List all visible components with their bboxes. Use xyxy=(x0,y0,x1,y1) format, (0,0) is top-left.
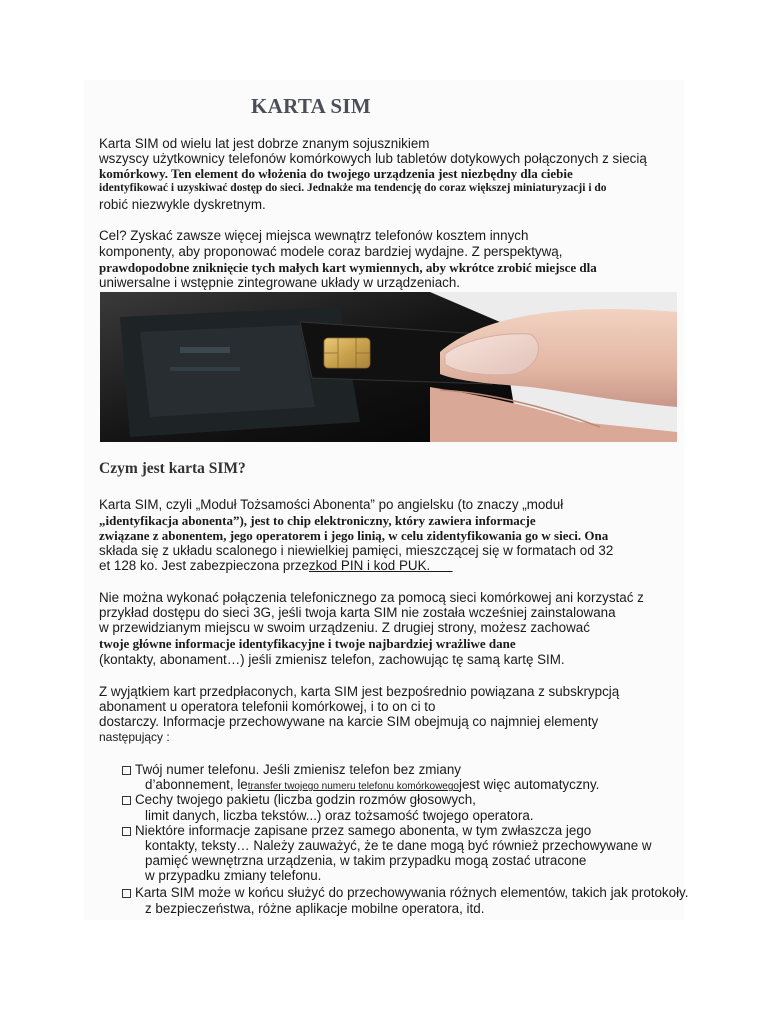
body-line: przykład dostępu do sieci 3G, jeśli twoja karta SIM nie została wcześniej zainstalowana xyxy=(99,605,616,620)
body-line: abonament u operatora telefonii komórkowej, i to on ci to xyxy=(99,699,436,714)
transfer-link[interactable]: transfer twojego numeru telefonu komórkowego xyxy=(247,781,459,792)
intro-line: robić niezwykle dyskretnym. xyxy=(99,197,266,212)
intro-line: Cel? Zyskać zawsze więcej miejsca wewnątrz telefonów kosztem innych xyxy=(99,228,529,243)
list-item-text: Twój numer telefonu. Jeśli zmienisz telefon bez zmiany xyxy=(135,762,461,777)
body-line-bold: związane z abonentem, jego operatorem i jego linią, w celu zidentyfikowania go w sieci. Ona xyxy=(99,528,609,543)
sim-card-photo xyxy=(100,292,677,442)
intro-line: Karta SIM od wielu lat jest dobrze znanym sojusznikiem xyxy=(99,136,430,151)
body-line: (kontakty, abonament…) jeśli zmienisz telefon, zachowując tę samą kartę SIM. xyxy=(99,652,565,667)
list-item-line: z bezpieczeństwa, różne aplikacje mobilne operatora, itd. xyxy=(145,901,485,916)
bullet-icon xyxy=(122,766,131,775)
list-item-text: Cechy twojego pakietu (liczba godzin rozmów głosowych, xyxy=(135,792,476,807)
body-line: składa się z układu scalonego i niewielkiej pamięci, mieszczącej się w formatach od 32 xyxy=(99,543,614,558)
body-line: w przewidzianym miejscu w swoim urządzeniu. Z drugiej strony, możesz zachować xyxy=(99,620,590,635)
list-item xyxy=(122,762,461,777)
body-line-bold: „identyfikacja abonenta”), jest to chip elektroniczny, który zawiera informacje xyxy=(99,513,536,528)
pin-puk-link[interactable]: zkod PIN i kod PUK. xyxy=(308,558,453,573)
bullet-icon xyxy=(122,827,131,836)
list-item-line: limit danych, liczba tekstów...) oraz tożsamość twojego operatora. xyxy=(145,808,534,823)
body-line xyxy=(99,558,453,573)
body-text: et 128 ko. Jest zabezpieczona prze xyxy=(99,558,309,573)
bullet-icon xyxy=(122,796,131,805)
list-item-line: w przypadku zmiany telefonu. xyxy=(145,868,322,883)
intro-line-bold: komórkowy. Ten element do włożenia do twojego urządzenia jest niezbędny dla ciebie xyxy=(99,166,573,181)
list-item-text: jest więc automatyczny. xyxy=(458,777,600,792)
intro-line-bold: identyfikować i uzyskiwać dostęp do sieci. Jednakże ma tendencję do coraz większej miniaturyzacji i do xyxy=(99,182,607,194)
intro-line-bold: prawdopodobne zniknięcie tych małych kart wymiennych, aby wkrótce zrobić miejsce dla xyxy=(99,260,597,275)
section-heading: Czym jest karta SIM? xyxy=(99,460,246,477)
list-item xyxy=(122,885,688,900)
body-line: Nie można wykonać połączenia telefonicznego za pomocą sieci komórkowej ani korzystać z xyxy=(99,590,644,605)
body-line: Z wyjątkiem kart przedpłaconych, karta SIM jest bezpośrednio powiązana z subskrypcją xyxy=(99,684,620,699)
list-item-text: Niektóre informacje zapisane przez samego abonenta, w tym zwłaszcza jego xyxy=(135,823,592,838)
list-item-line: pamięć wewnętrzna urządzenia, w takim przypadku mogą zostać utracone xyxy=(145,853,587,868)
body-line: dostarczy. Informacje przechowywane na karcie SIM obejmują co najmniej elementy xyxy=(99,714,599,729)
document-title: KARTA SIM xyxy=(251,94,372,118)
intro-line: wszyscy użytkownicy telefonów komórkowych lub tabletów dotykowych połączonych z siecią xyxy=(99,151,647,166)
list-item xyxy=(122,792,476,807)
body-line-bold: twoje główne informacje identyfikacyjne i twoje najbardziej wrażliwe dane xyxy=(99,636,516,651)
intro-line: komponenty, aby proponować modele coraz bardziej wydajne. Z perspektywą, xyxy=(99,244,563,259)
body-line: Karta SIM, czyli „Moduł Tożsamości Abonenta” po angielsku (to znaczy „moduł xyxy=(99,497,564,512)
list-item-text: d’abonnement, le xyxy=(145,777,248,792)
sim-card-illustration xyxy=(100,292,677,442)
body-line: następujący : xyxy=(99,730,170,744)
list-item-text: Karta SIM może w końcu służyć do przechowywania różnych elementów, takich jak protokoły. xyxy=(135,885,689,900)
list-item xyxy=(122,823,591,838)
list-item-line: kontakty, teksty… Należy zauważyć, że te dane mogą być również przechowywane w xyxy=(145,838,652,853)
intro-line: uniwersalne i wstępnie zintegrowane układy w urządzeniach. xyxy=(99,275,461,290)
bullet-icon xyxy=(122,889,131,898)
